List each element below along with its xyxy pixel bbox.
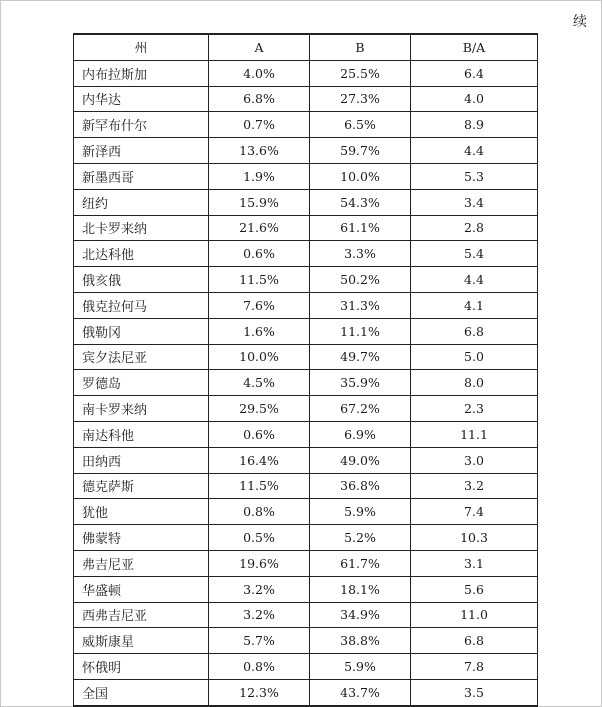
b-cell: 5.9% — [310, 499, 411, 525]
b-cell: 11.1% — [310, 318, 411, 344]
table-row — [74, 576, 538, 602]
b-cell: 67.2% — [310, 396, 411, 422]
continued-label: 续 — [573, 14, 587, 30]
a-cell: 0.7% — [209, 112, 310, 138]
a-cell: 15.9% — [209, 189, 310, 215]
table-row — [74, 344, 538, 370]
ratio-cell: 3.4 — [411, 189, 538, 215]
b-cell: 6.5% — [310, 112, 411, 138]
state-cell: 俄勒冈 — [74, 318, 209, 344]
table-header-row — [74, 34, 538, 60]
state-cell: 佛蒙特 — [74, 525, 209, 551]
b-cell: 3.3% — [310, 241, 411, 267]
table-row — [74, 473, 538, 499]
b-cell: 50.2% — [310, 267, 411, 293]
state-cell: 新罕布什尔 — [74, 112, 209, 138]
state-cell: 内华达 — [74, 86, 209, 112]
b-cell: 18.1% — [310, 576, 411, 602]
b-cell: 5.9% — [310, 654, 411, 680]
table-row — [74, 396, 538, 422]
ratio-cell: 5.6 — [411, 576, 538, 602]
table-row — [74, 318, 538, 344]
a-cell: 7.6% — [209, 292, 310, 318]
table-row — [74, 499, 538, 525]
b-cell: 25.5% — [310, 60, 411, 86]
a-cell: 0.6% — [209, 241, 310, 267]
state-cell: 怀俄明 — [74, 654, 209, 680]
a-cell: 3.2% — [209, 602, 310, 628]
state-cell: 南卡罗来纳 — [74, 396, 209, 422]
state-cell: 内布拉斯加 — [74, 60, 209, 86]
state-cell: 北卡罗来纳 — [74, 215, 209, 241]
ratio-cell: 3.2 — [411, 473, 538, 499]
state-cell: 宾夕法尼亚 — [74, 344, 209, 370]
state-cell: 犹他 — [74, 499, 209, 525]
b-cell: 38.8% — [310, 628, 411, 654]
a-cell: 1.6% — [209, 318, 310, 344]
state-cell: 新墨西哥 — [74, 163, 209, 189]
a-cell: 5.7% — [209, 628, 310, 654]
table-row — [74, 267, 538, 293]
ratio-cell: 6.8 — [411, 628, 538, 654]
b-cell: 43.7% — [310, 679, 411, 705]
table-row — [74, 628, 538, 654]
state-cell: 弗吉尼亚 — [74, 550, 209, 576]
state-cell: 威斯康星 — [74, 628, 209, 654]
ratio-cell: 3.1 — [411, 550, 538, 576]
ratio-cell: 2.8 — [411, 215, 538, 241]
b-cell: 49.7% — [310, 344, 411, 370]
ratio-cell: 3.0 — [411, 447, 538, 473]
b-cell: 34.9% — [310, 602, 411, 628]
b-cell: 5.2% — [310, 525, 411, 551]
state-cell: 华盛顿 — [74, 576, 209, 602]
state-cell: 新泽西 — [74, 138, 209, 164]
table-row — [74, 525, 538, 551]
ratio-cell: 6.8 — [411, 318, 538, 344]
table-row — [74, 112, 538, 138]
table-row — [74, 447, 538, 473]
b-cell: 6.9% — [310, 421, 411, 447]
table-row — [74, 60, 538, 86]
ratio-cell: 4.4 — [411, 138, 538, 164]
ratio-cell: 11.0 — [411, 602, 538, 628]
state-cell: 全国 — [74, 679, 209, 705]
a-cell: 10.0% — [209, 344, 310, 370]
ratio-cell: 11.1 — [411, 421, 538, 447]
ratio-cell: 8.9 — [411, 112, 538, 138]
b-cell: 59.7% — [310, 138, 411, 164]
ratio-cell: 4.4 — [411, 267, 538, 293]
table-row — [74, 215, 538, 241]
state-cell: 俄克拉何马 — [74, 292, 209, 318]
state-cell: 罗德岛 — [74, 370, 209, 396]
b-cell: 35.9% — [310, 370, 411, 396]
data-table — [73, 33, 538, 707]
a-cell: 4.0% — [209, 60, 310, 86]
b-cell: 49.0% — [310, 447, 411, 473]
table-row — [74, 679, 538, 705]
table-row — [74, 550, 538, 576]
ratio-cell: 8.0 — [411, 370, 538, 396]
b-cell: 31.3% — [310, 292, 411, 318]
ratio-cell: 5.4 — [411, 241, 538, 267]
ratio-cell: 5.3 — [411, 163, 538, 189]
a-cell: 4.5% — [209, 370, 310, 396]
a-cell: 3.2% — [209, 576, 310, 602]
a-cell: 21.6% — [209, 215, 310, 241]
state-cell: 田纳西 — [74, 447, 209, 473]
a-cell: 13.6% — [209, 138, 310, 164]
table-row — [74, 421, 538, 447]
b-cell: 61.7% — [310, 550, 411, 576]
state-cell: 南达科他 — [74, 421, 209, 447]
a-cell: 12.3% — [209, 679, 310, 705]
b-cell: 27.3% — [310, 86, 411, 112]
ratio-cell: 6.4 — [411, 60, 538, 86]
a-cell: 19.6% — [209, 550, 310, 576]
table-row — [74, 138, 538, 164]
a-cell: 11.5% — [209, 473, 310, 499]
state-cell: 俄亥俄 — [74, 267, 209, 293]
b-cell: 54.3% — [310, 189, 411, 215]
a-cell: 0.8% — [209, 654, 310, 680]
a-cell: 29.5% — [209, 396, 310, 422]
table-row — [74, 654, 538, 680]
table-row — [74, 292, 538, 318]
state-cell: 西弗吉尼亚 — [74, 602, 209, 628]
table-row — [74, 602, 538, 628]
state-cell: 纽约 — [74, 189, 209, 215]
state-cell: 北达科他 — [74, 241, 209, 267]
ratio-cell: 4.1 — [411, 292, 538, 318]
a-cell: 1.9% — [209, 163, 310, 189]
b-cell: 61.1% — [310, 215, 411, 241]
a-cell: 0.5% — [209, 525, 310, 551]
header-b: B — [310, 34, 411, 60]
table-row — [74, 189, 538, 215]
ratio-cell: 10.3 — [411, 525, 538, 551]
b-cell: 10.0% — [310, 163, 411, 189]
ratio-cell: 4.0 — [411, 86, 538, 112]
table-row — [74, 370, 538, 396]
table-row — [74, 86, 538, 112]
ratio-cell: 7.4 — [411, 499, 538, 525]
header-a: A — [209, 34, 310, 60]
a-cell: 11.5% — [209, 267, 310, 293]
table-body — [74, 60, 538, 705]
a-cell: 0.8% — [209, 499, 310, 525]
header-ratio: B/A — [411, 34, 538, 60]
ratio-cell: 2.3 — [411, 396, 538, 422]
ratio-cell: 5.0 — [411, 344, 538, 370]
ratio-cell: 3.5 — [411, 679, 538, 705]
b-cell: 36.8% — [310, 473, 411, 499]
a-cell: 6.8% — [209, 86, 310, 112]
a-cell: 0.6% — [209, 421, 310, 447]
table-row — [74, 163, 538, 189]
ratio-cell: 7.8 — [411, 654, 538, 680]
state-cell: 德克萨斯 — [74, 473, 209, 499]
header-state: 州 — [74, 34, 209, 60]
table-row — [74, 241, 538, 267]
a-cell: 16.4% — [209, 447, 310, 473]
